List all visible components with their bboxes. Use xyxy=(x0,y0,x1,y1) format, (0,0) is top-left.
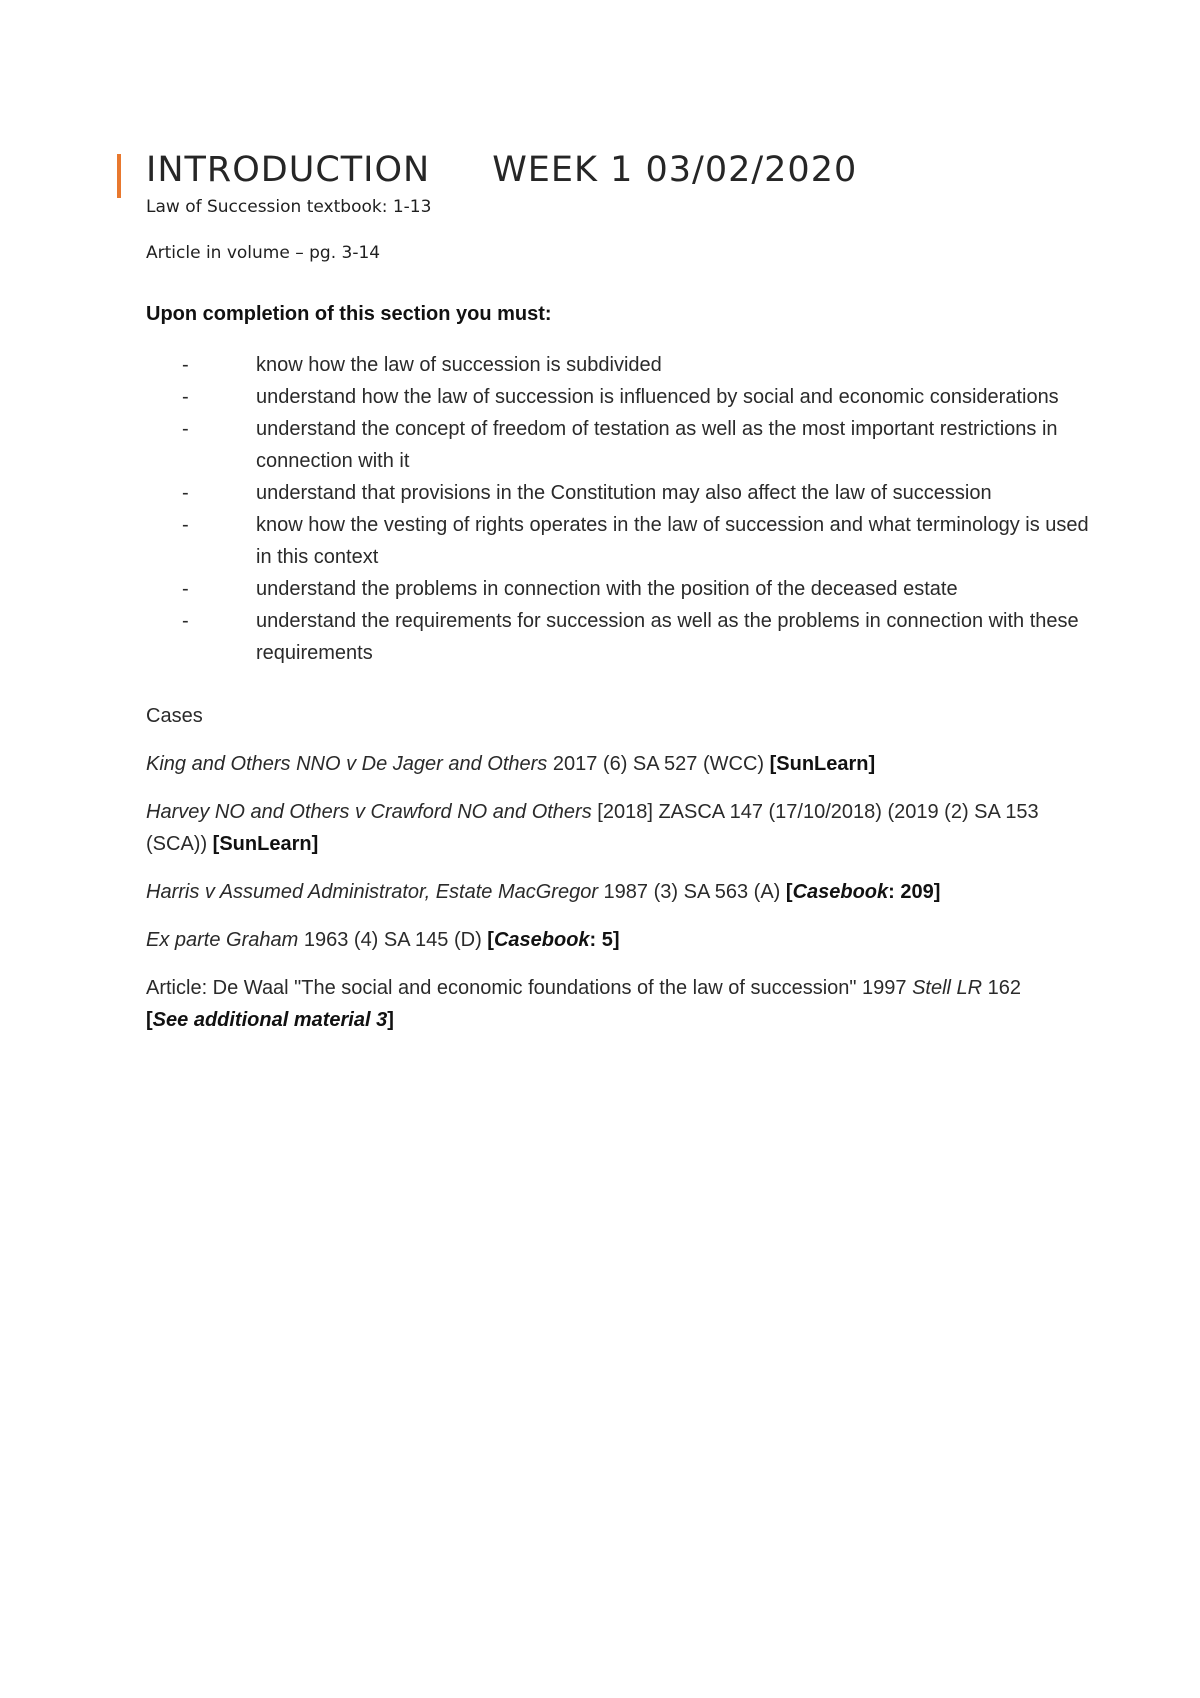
objective-text: understand the concept of freedom of testation as well as the most important restrictions in connection with it xyxy=(256,418,1058,472)
objective-item xyxy=(146,477,1096,509)
objective-item xyxy=(146,413,1096,477)
case-king xyxy=(146,748,1066,780)
section-heading xyxy=(146,150,857,190)
article-note-text: See additional material 3 xyxy=(152,1009,388,1031)
case-harris-citation: 1987 (3) SA 563 (A) xyxy=(598,881,786,903)
case-harris-name: Harris v Assumed Administrator, Estate MacGregor xyxy=(146,881,598,903)
heading-title: INTRODUCTION xyxy=(146,150,431,190)
bullet-dash: - xyxy=(182,354,189,376)
objective-text: understand the requirements for succession as well as the problems in connection with these requirements xyxy=(256,610,1079,664)
textbook-reference: Law of Succession textbook: 1-13 xyxy=(146,197,432,217)
case-harris-source-book: Casebook xyxy=(792,881,889,903)
case-harvey-name: Harvey NO and Others v Crawford NO and Others xyxy=(146,801,592,823)
case-harris xyxy=(146,876,1066,908)
objective-text: understand the problems in connection with the position of the deceased estate xyxy=(256,578,958,600)
case-graham xyxy=(146,924,1066,956)
case-king-source: [SunLearn] xyxy=(769,753,876,775)
article-journal: Stell LR xyxy=(912,977,983,999)
case-graham-citation: 1963 (4) SA 145 (D) xyxy=(298,929,488,951)
article-page: 162 xyxy=(982,977,1022,999)
objective-text: know how the law of succession is subdivided xyxy=(256,354,662,376)
case-graham-source-page: : 5] xyxy=(589,929,620,951)
article-note-open: [ xyxy=(146,1009,153,1031)
objective-item xyxy=(146,349,1096,381)
case-graham-source-open: [ xyxy=(487,929,494,951)
article-note-close: ] xyxy=(387,1009,394,1031)
objective-text: know how the vesting of rights operates in the law of succession and what terminology is used in this context xyxy=(256,514,1089,568)
case-harvey xyxy=(146,796,1066,860)
objective-item xyxy=(146,573,1096,605)
bullet-dash: - xyxy=(182,386,189,408)
case-graham-name: Ex parte Graham xyxy=(146,929,299,951)
objective-text: understand how the law of succession is influenced by social and economic considerations xyxy=(256,386,1059,408)
objectives-heading: Upon completion of this section you must: xyxy=(146,303,552,325)
article-text: Article: De Waal "The social and economic foundations of the law of succession" 1997 xyxy=(146,977,913,999)
cases-label: Cases xyxy=(146,705,203,727)
bullet-dash: - xyxy=(182,418,189,440)
article-citation xyxy=(146,972,1066,1036)
objective-text: understand that provisions in the Constitution may also affect the law of succession xyxy=(256,482,992,504)
heading-accent-bar xyxy=(117,154,121,198)
bullet-dash: - xyxy=(182,514,189,536)
objectives-list xyxy=(146,349,1096,669)
case-graham-source-book: Casebook xyxy=(493,929,590,951)
objective-item xyxy=(146,605,1096,669)
case-harris-source-open: [ xyxy=(785,881,793,903)
case-king-name: King and Others NNO v De Jager and Others xyxy=(146,753,548,775)
bullet-dash: - xyxy=(182,578,189,600)
article-note xyxy=(146,1009,394,1031)
case-harris-source-page: : 209] xyxy=(888,881,941,903)
objective-item xyxy=(146,381,1096,413)
heading-week: WEEK 1 03/02/2020 xyxy=(492,150,858,190)
case-harris-source xyxy=(786,881,941,903)
bullet-dash: - xyxy=(182,610,189,632)
case-king-citation: 2017 (6) SA 527 (WCC) xyxy=(547,753,770,775)
objective-item xyxy=(146,509,1096,573)
case-harvey-source: [SunLearn] xyxy=(212,833,319,855)
case-graham-source xyxy=(487,929,619,951)
bullet-dash: - xyxy=(182,482,189,504)
case-harvey-citation: [2018] ZASCA 147 (17/10/2018) (2019 (2) SA 153 (SCA)) xyxy=(146,801,1039,855)
article-reference: Article in volume – pg. 3-14 xyxy=(146,243,381,263)
